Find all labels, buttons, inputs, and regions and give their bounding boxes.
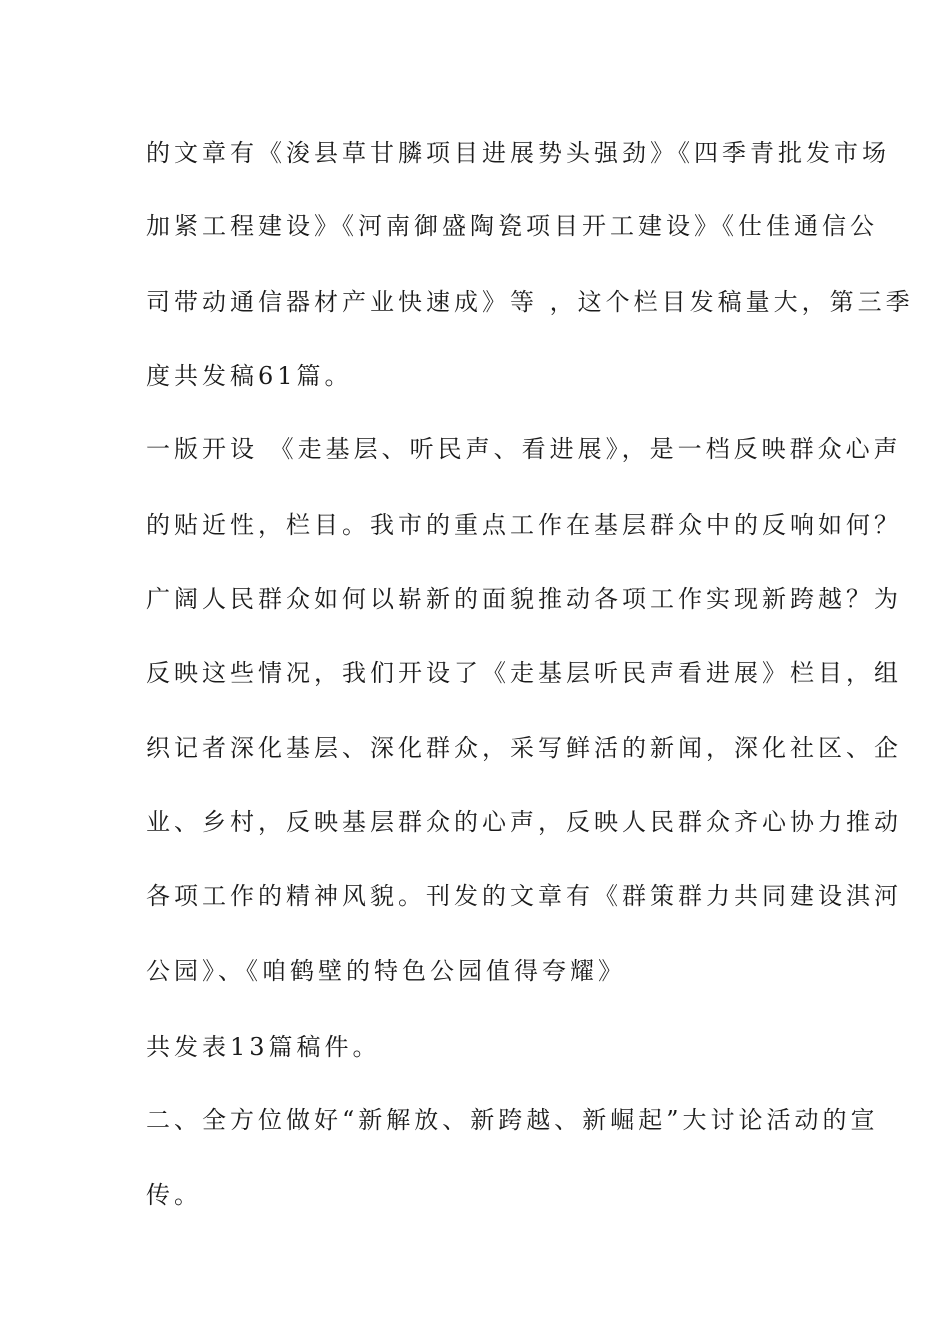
text-line: 业、乡村，反映基层群众的心声，反映人民群众齐心协力推动: [146, 808, 902, 836]
text-line: 反映这些情况，我们开设了《走基层听民声看进展》栏目，组: [146, 659, 902, 687]
text-line: 广阔人民群众如何以崭新的面貌推动各项工作实现新跨越？为: [146, 585, 902, 613]
text-line: 各项工作的精神风貌。刊发的文章有《群策群力共同建设淇河: [146, 882, 902, 910]
text-line: 一版开设 《走基层、听民声、看进展》，是一档反映群众心声: [146, 435, 902, 463]
text-line: 传。: [146, 1181, 202, 1209]
text-line: 共发表13篇稿件。: [146, 1033, 381, 1061]
text-line: 加紧工程建设》《河南御盛陶瓷项目开工建设》《仕佳通信公: [146, 212, 878, 240]
text-line: 的文章有《浚县草甘膦项目进展势头强劲》《四季青批发市场: [146, 139, 890, 167]
text-line: 二、全方位做好“新解放、新跨越、新崛起”大讨论活动的宣: [146, 1106, 879, 1134]
text-line: 的贴近性，栏目。我市的重点工作在基层群众中的反响如何？: [146, 511, 902, 539]
text-line: 度共发稿61篇。: [146, 362, 353, 390]
text-line: 公园》、《咱鹤壁的特色公园值得夸耀》: [146, 957, 626, 985]
text-line: 织记者深化基层、深化群众，采写鲜活的新闻，深化社区、企: [146, 734, 902, 762]
text-line: 司带动通信器材产业快速成》等 ，这个栏目发稿量大，第三季: [146, 288, 914, 316]
